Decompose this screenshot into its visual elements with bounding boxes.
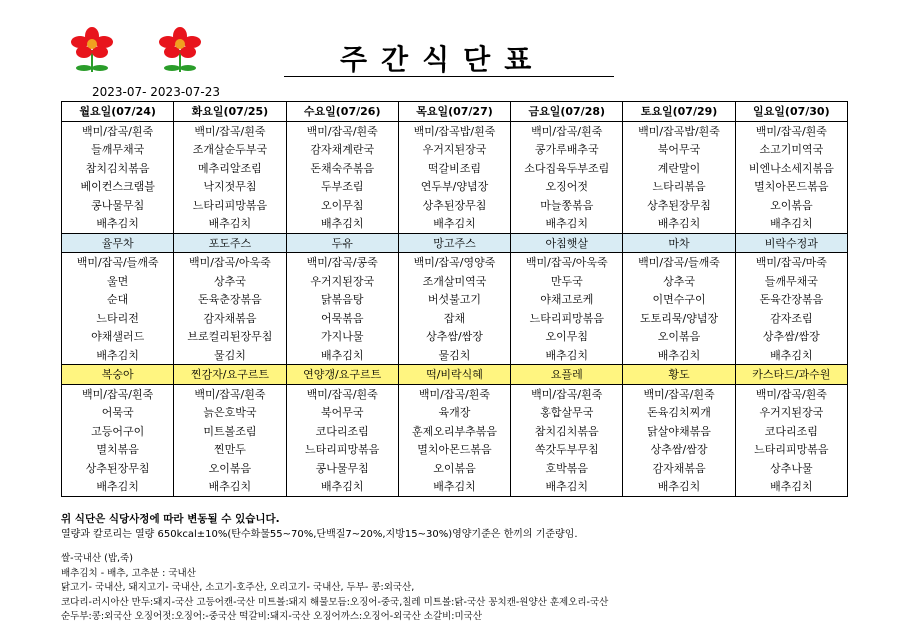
menu-cell: 콩가루배추국 (511, 140, 623, 159)
dinner-row (62, 384, 848, 403)
snack-cell: 아침햇살 (511, 233, 623, 253)
menu-cell: 메추리알조림 (174, 159, 286, 178)
menu-cell: 찐만두 (174, 440, 286, 459)
menu-cell: 배추김치 (62, 214, 174, 233)
menu-cell: 배추김치 (623, 477, 735, 496)
menu-cell: 백미/잡곡밥/흰죽 (623, 121, 735, 140)
menu-cell: 감자조림 (735, 309, 847, 328)
day-header: 토요일(07/29) (623, 102, 735, 122)
lunch-row (62, 327, 848, 346)
menu-cell: 배추김치 (286, 346, 398, 365)
lunch-row (62, 253, 848, 272)
breakfast-row (62, 177, 848, 196)
menu-cell: 감자채볶음 (174, 309, 286, 328)
menu-cell: 배추김치 (623, 346, 735, 365)
menu-cell: 감자채계란국 (286, 140, 398, 159)
menu-cell: 배추김치 (511, 214, 623, 233)
origin-line: 순두부:콩:외국산 오징어젓:오징어:-중국산 떡갈비:돼지-국산 오징어까스:오징어-외국산 소갈비:미국산 (61, 611, 483, 622)
lunch-row (62, 272, 848, 291)
menu-cell: 베이컨스크램블 (62, 177, 174, 196)
menu-cell: 순대 (62, 290, 174, 309)
day-header: 일요일(07/30) (735, 102, 847, 122)
menu-cell: 야채고로케 (511, 290, 623, 309)
menu-cell: 두부조림 (286, 177, 398, 196)
origin-line: 닭고기- 국내산, 돼지고기- 국내산, 소고기-호주산, 오리고기- 국내산, 두부- 콩:외국산, (61, 582, 415, 593)
menu-cell: 가지나물 (286, 327, 398, 346)
menu-cell: 배추김치 (735, 346, 847, 365)
menu-cell: 상추국 (623, 272, 735, 291)
snack2-row (62, 365, 848, 385)
menu-cell: 들깨무채국 (735, 272, 847, 291)
menu-cell: 닭살야채볶음 (623, 422, 735, 441)
menu-cell: 배추김치 (623, 214, 735, 233)
menu-cell: 미트볼조림 (174, 422, 286, 441)
day-header: 월요일(07/24) (62, 102, 174, 122)
menu-cell: 도토리묵/양념장 (623, 309, 735, 328)
menu-cell: 백미/잡곡/흰죽 (735, 384, 847, 403)
menu-cell: 백미/잡곡/흰죽 (511, 384, 623, 403)
menu-cell: 상추쌈/쌈장 (398, 327, 510, 346)
menu-cell: 코다리조림 (286, 422, 398, 441)
menu-cell: 멸치볶음 (62, 440, 174, 459)
notes (61, 512, 608, 625)
menu-cell: 우거지된장국 (286, 272, 398, 291)
snack-cell: 떡/비락식혜 (398, 365, 510, 385)
menu-cell: 어묵국 (62, 403, 174, 422)
menu-cell: 배추김치 (174, 214, 286, 233)
menu-cell: 콩나물무침 (62, 196, 174, 215)
weekly-menu-table (61, 101, 848, 497)
menu-cell: 돈육간장볶음 (735, 290, 847, 309)
menu-cell: 상추나물 (735, 459, 847, 478)
snack-cell: 찐감자/요구르트 (174, 365, 286, 385)
menu-cell: 오이볶음 (174, 459, 286, 478)
menu-cell: 오이무침 (286, 196, 398, 215)
menu-cell: 육개장 (398, 403, 510, 422)
snack-cell: 포도주스 (174, 233, 286, 253)
date-range: 2023-07- 2023-07-23 (92, 85, 221, 99)
dinner-row (62, 477, 848, 496)
menu-cell: 들깨무채국 (62, 140, 174, 159)
menu-cell: 상추쌈/쌈장 (623, 440, 735, 459)
menu-cell: 상추된장무침 (62, 459, 174, 478)
snack-cell: 연양갱/요구르트 (286, 365, 398, 385)
menu-cell: 상추된장무침 (623, 196, 735, 215)
flower-icon (150, 26, 210, 76)
snack-cell: 율무차 (62, 233, 174, 253)
menu-cell: 느타리볶음 (623, 177, 735, 196)
lunch-row (62, 290, 848, 309)
menu-cell: 배추김치 (398, 477, 510, 496)
nutrition-note: 열량과 칼로리는 열량 650kcal±10%(탄수화물55~70%,단백질7~20%,지방15~30%)영양기준은 한끼의 기준량임. (61, 529, 578, 540)
menu-cell: 콩나물무침 (286, 459, 398, 478)
menu-cell: 낙지젓무침 (174, 177, 286, 196)
menu-cell: 백미/잡곡/마죽 (735, 253, 847, 272)
menu-cell: 고등어구이 (62, 422, 174, 441)
menu-cell: 감자채볶음 (623, 459, 735, 478)
menu-cell: 조개살순두부국 (174, 140, 286, 159)
menu-cell: 북어무국 (623, 140, 735, 159)
menu-cell: 백미/잡곡/흰죽 (286, 384, 398, 403)
breakfast-row (62, 159, 848, 178)
menu-cell: 배추김치 (398, 214, 510, 233)
dinner-row (62, 403, 848, 422)
menu-cell: 우거지된장국 (735, 403, 847, 422)
menu-cell: 백미/잡곡/들깨죽 (623, 253, 735, 272)
snack-cell: 카스타드/과수원 (735, 365, 847, 385)
menu-cell: 백미/잡곡/콩죽 (286, 253, 398, 272)
flower-icon (62, 26, 122, 76)
menu-cell: 조개살미역국 (398, 272, 510, 291)
menu-cell: 소고기미역국 (735, 140, 847, 159)
snack-cell: 복숭아 (62, 365, 174, 385)
menu-cell: 멸치아몬드볶음 (398, 440, 510, 459)
menu-cell: 버섯불고기 (398, 290, 510, 309)
menu-cell: 쏙갓두부무침 (511, 440, 623, 459)
menu-cell: 어묵볶음 (286, 309, 398, 328)
menu-cell: 백미/잡곡/아욱죽 (174, 253, 286, 272)
menu-cell: 북어무국 (286, 403, 398, 422)
menu-cell: 연두부/양념장 (398, 177, 510, 196)
menu-cell: 느타리피망볶음 (511, 309, 623, 328)
day-header: 금요일(07/28) (511, 102, 623, 122)
title-underline (284, 76, 614, 77)
menu-cell: 배추김치 (511, 346, 623, 365)
menu-cell: 백미/잡곡/흰죽 (62, 121, 174, 140)
menu-cell: 소다집육두부조림 (511, 159, 623, 178)
page-title: 주간식단표 (340, 43, 546, 76)
menu-cell: 오이볶음 (735, 196, 847, 215)
menu-cell: 오징어젓 (511, 177, 623, 196)
menu-cell: 울면 (62, 272, 174, 291)
menu-cell: 백미/잡곡/흰죽 (174, 384, 286, 403)
menu-cell: 백미/잡곡/흰죽 (623, 384, 735, 403)
menu-cell: 배추김치 (286, 214, 398, 233)
day-header: 목요일(07/27) (398, 102, 510, 122)
snack-cell: 망고주스 (398, 233, 510, 253)
menu-cell: 물김치 (174, 346, 286, 365)
lunch-row (62, 346, 848, 365)
menu-cell: 비엔나소세지볶음 (735, 159, 847, 178)
day-header: 화요일(07/25) (174, 102, 286, 122)
menu-cell: 백미/잡곡/흰죽 (174, 121, 286, 140)
menu-cell: 돈육춘장볶음 (174, 290, 286, 309)
menu-cell: 계란말이 (623, 159, 735, 178)
snack-cell: 마차 (623, 233, 735, 253)
menu-cell: 상추된장무침 (398, 196, 510, 215)
menu-cell: 백미/잡곡/흰죽 (398, 384, 510, 403)
menu-cell: 오이볶음 (398, 459, 510, 478)
menu-cell: 백미/잡곡/흰죽 (511, 121, 623, 140)
origin-line: 배추김치 - 배추, 고추분 : 국내산 (61, 567, 196, 579)
menu-cell: 멸치아몬드볶음 (735, 177, 847, 196)
menu-cell: 느타리피망볶음 (174, 196, 286, 215)
menu-cell: 백미/잡곡/흰죽 (62, 384, 174, 403)
menu-cell: 늙은호박국 (174, 403, 286, 422)
menu-cell: 느타리피망볶음 (735, 440, 847, 459)
origin-line: 쌀-국내산 (밥,죽) (61, 553, 133, 564)
menu-cell: 백미/잡곡/아욱죽 (511, 253, 623, 272)
menu-cell: 닭볶음탕 (286, 290, 398, 309)
lunch-row (62, 309, 848, 328)
dinner-row (62, 440, 848, 459)
menu-cell: 오이무침 (511, 327, 623, 346)
menu-cell: 이면수구이 (623, 290, 735, 309)
menu-cell: 만두국 (511, 272, 623, 291)
menu-cell: 백미/잡곡밥/흰죽 (398, 121, 510, 140)
menu-cell: 배추김치 (62, 346, 174, 365)
menu-cell: 돈채숙주볶음 (286, 159, 398, 178)
menu-cell: 백미/잡곡/흰죽 (735, 121, 847, 140)
snack-cell: 두유 (286, 233, 398, 253)
menu-cell: 느타리피망볶음 (286, 440, 398, 459)
menu-cell: 야채샐러드 (62, 327, 174, 346)
notice-text: 위 식단은 식당사정에 따라 변동될 수 있습니다. (61, 513, 280, 525)
menu-cell: 배추김치 (511, 477, 623, 496)
menu-cell: 마늘쫑볶음 (511, 196, 623, 215)
menu-cell: 잡채 (398, 309, 510, 328)
menu-cell: 배추김치 (735, 214, 847, 233)
dinner-row (62, 459, 848, 478)
snack-cell: 비락수정과 (735, 233, 847, 253)
menu-cell: 코다리조림 (735, 422, 847, 441)
snack-cell: 황도 (623, 365, 735, 385)
snack1-row (62, 233, 848, 253)
menu-cell: 느타리전 (62, 309, 174, 328)
dinner-row (62, 422, 848, 441)
menu-cell: 배추김치 (62, 477, 174, 496)
menu-cell: 우거지된장국 (398, 140, 510, 159)
origin-line: 코다리-러시아산 만두:돼지-국산 고등어캔-국산 미트볼:돼지 해물모듬:오징어-중국,칠레 미트볼:닭-국산 꽁치캔-원양산 훈제오리-국산 (61, 596, 609, 608)
breakfast-row (62, 140, 848, 159)
day-header-row (62, 102, 848, 122)
breakfast-row (62, 214, 848, 233)
snack-cell: 요플레 (511, 365, 623, 385)
menu-cell: 떡갈비조림 (398, 159, 510, 178)
breakfast-row (62, 121, 848, 140)
menu-cell: 상추쌈/쌈장 (735, 327, 847, 346)
menu-cell: 물김치 (398, 346, 510, 365)
menu-cell: 훈제오리부추볶음 (398, 422, 510, 441)
menu-cell: 백미/잡곡/흰죽 (286, 121, 398, 140)
menu-cell: 참치김치볶음 (511, 422, 623, 441)
menu-cell: 돈육김치찌개 (623, 403, 735, 422)
menu-cell: 홍합살무국 (511, 403, 623, 422)
menu-cell: 브로컬리된장무침 (174, 327, 286, 346)
day-header: 수요일(07/26) (286, 102, 398, 122)
menu-cell: 호박볶음 (511, 459, 623, 478)
menu-cell: 참치김치볶음 (62, 159, 174, 178)
menu-cell: 배추김치 (735, 477, 847, 496)
menu-cell: 상추국 (174, 272, 286, 291)
menu-cell: 오이볶음 (623, 327, 735, 346)
menu-cell: 백미/잡곡/들깨죽 (62, 253, 174, 272)
menu-cell: 배추김치 (174, 477, 286, 496)
menu-cell: 백미/잡곡/영양죽 (398, 253, 510, 272)
menu-cell: 배추김치 (286, 477, 398, 496)
breakfast-row (62, 196, 848, 215)
